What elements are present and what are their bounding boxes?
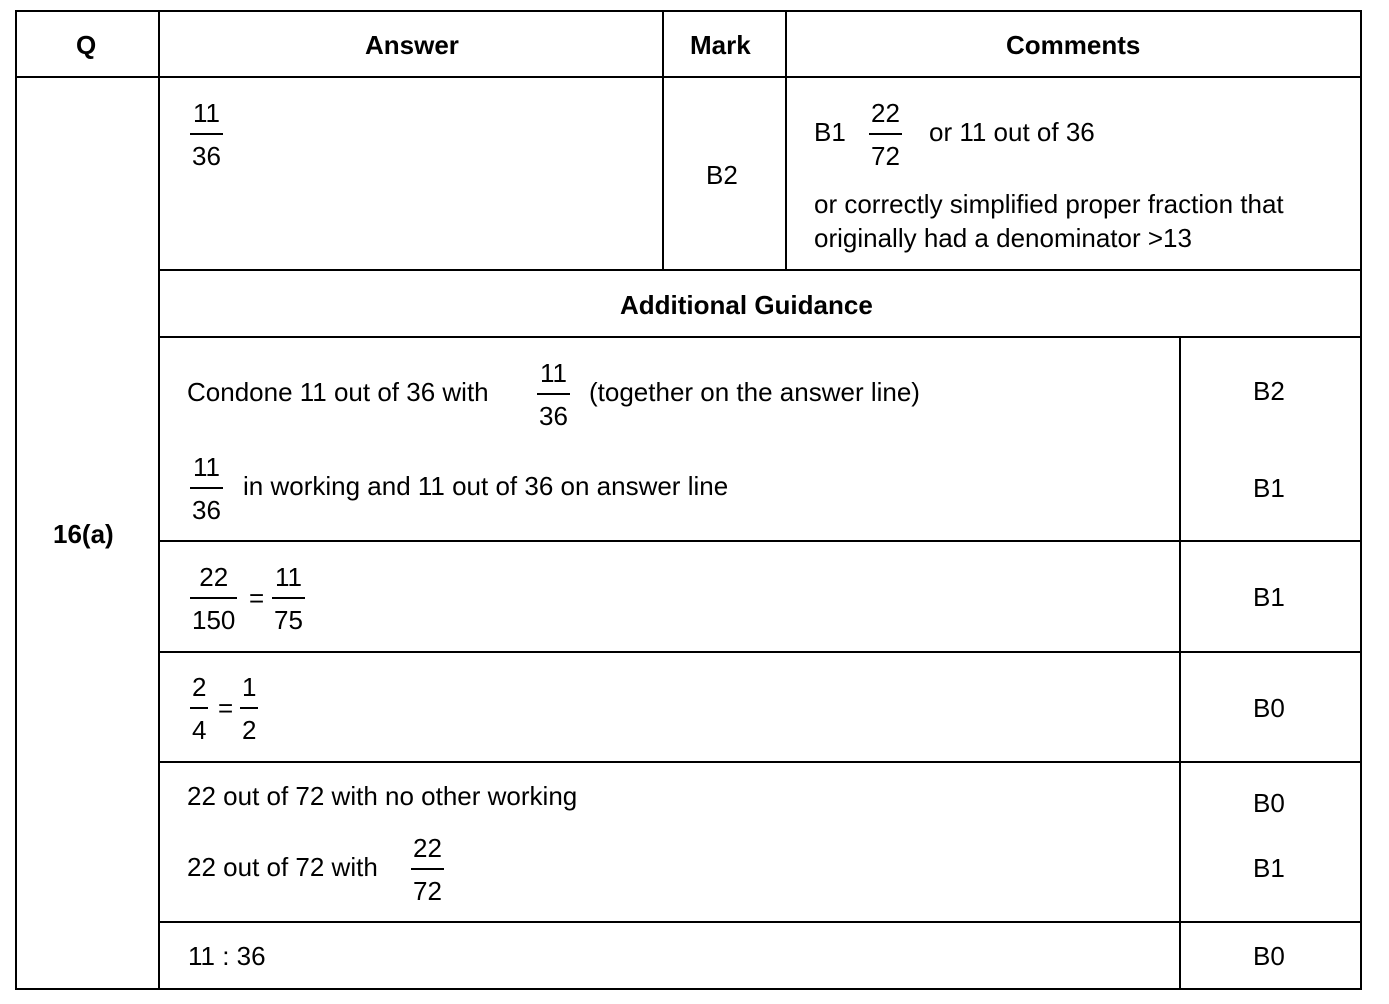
border-top xyxy=(15,10,1362,12)
q-column-divider xyxy=(158,10,160,990)
guidance-1-text-a: Condone 11 out of 36 with xyxy=(187,377,489,407)
guidance-3-numerator-a: 22 xyxy=(199,562,229,592)
answer-numerator: 11 xyxy=(192,98,220,128)
guidance-6-numerator: 22 xyxy=(413,833,442,863)
row-line-3 xyxy=(158,540,1362,542)
guidance-3-denominator-b: 75 xyxy=(274,604,303,635)
guidance-2-mark: B1 xyxy=(1253,473,1285,503)
row-line-4 xyxy=(158,651,1362,653)
question-number: 16(a) xyxy=(53,519,114,549)
guidance-2-fraction xyxy=(190,452,223,525)
comment-or-text: or 11 out of 36 xyxy=(929,117,1095,147)
fraction-bar xyxy=(190,597,237,599)
guidance-7-mark: B0 xyxy=(1253,941,1285,971)
mark-column-right xyxy=(785,10,787,270)
fraction-bar xyxy=(869,133,902,135)
guidance-6-fraction xyxy=(411,833,444,906)
guidance-1-denominator: 36 xyxy=(539,400,568,431)
border-bottom xyxy=(15,988,1362,990)
row-line-1 xyxy=(158,269,1362,271)
guidance-4-numerator-a: 2 xyxy=(192,672,207,702)
guidance-4-numerator-b: 1 xyxy=(242,672,257,702)
fraction-bar xyxy=(190,487,223,489)
guidance-3-denominator-a: 150 xyxy=(192,604,236,635)
guidance-title: Additional Guidance xyxy=(620,290,873,320)
guidance-4-denominator-b: 2 xyxy=(242,714,257,745)
row-line-2 xyxy=(158,336,1362,338)
guidance-4-equals: = xyxy=(218,693,234,723)
header-mark: Mark xyxy=(690,30,751,60)
comment-b1-label: B1 xyxy=(814,117,846,147)
answer-mark: B2 xyxy=(706,160,738,190)
guidance-3-numerator-b: 11 xyxy=(274,562,302,592)
guidance-3-mark: B1 xyxy=(1253,582,1285,612)
fraction-bar xyxy=(190,133,223,135)
answer-fraction xyxy=(190,98,223,171)
guidance-3-fraction-b xyxy=(272,562,305,635)
guidance-4-fraction-b xyxy=(240,672,258,745)
guidance-1-mark: B2 xyxy=(1253,376,1285,406)
comment-fraction xyxy=(869,98,902,171)
row-line-6 xyxy=(158,921,1362,923)
guidance-1-numerator: 11 xyxy=(539,358,567,388)
answer-denominator: 36 xyxy=(192,140,221,171)
guidance-7-text: 11 : 36 xyxy=(188,941,266,971)
guidance-4-denominator-a: 4 xyxy=(192,714,207,745)
guidance-5-text: 22 out of 72 with no other working xyxy=(187,781,578,811)
guidance-5-mark: B0 xyxy=(1253,788,1285,818)
header-q: Q xyxy=(76,30,97,60)
guidance-mark-divider xyxy=(1179,336,1181,990)
mark-column-left xyxy=(662,10,664,270)
header-answer: Answer xyxy=(365,30,459,60)
comment-line-3: originally had a denominator >13 xyxy=(814,223,1192,253)
fraction-bar xyxy=(272,597,305,599)
header-divider xyxy=(15,76,1362,78)
fraction-bar xyxy=(537,393,570,395)
guidance-1-text-b: (together on the answer line) xyxy=(589,377,920,407)
border-left xyxy=(15,10,17,990)
guidance-3-equals: = xyxy=(249,583,265,613)
guidance-2-numerator: 11 xyxy=(192,452,220,482)
guidance-6-mark: B1 xyxy=(1253,853,1285,883)
fraction-bar xyxy=(190,707,208,709)
guidance-6-denominator: 72 xyxy=(413,875,442,906)
guidance-3-fraction-a xyxy=(190,562,237,635)
comment-denominator: 72 xyxy=(871,140,900,171)
guidance-1-fraction xyxy=(537,358,570,431)
guidance-2-denominator: 36 xyxy=(192,494,221,525)
border-right xyxy=(1360,10,1362,990)
row-line-5 xyxy=(158,761,1362,763)
guidance-6-text: 22 out of 72 with xyxy=(187,852,378,882)
guidance-4-mark: B0 xyxy=(1253,693,1285,723)
guidance-2-text: in working and 11 out of 36 on answer line xyxy=(243,471,729,501)
guidance-4-fraction-a xyxy=(190,672,208,745)
comment-line-2: or correctly simplified proper fraction that xyxy=(814,189,1284,219)
comment-numerator: 22 xyxy=(871,98,900,128)
header-comments: Comments xyxy=(1006,30,1141,60)
fraction-bar xyxy=(411,868,444,870)
fraction-bar xyxy=(240,707,258,709)
